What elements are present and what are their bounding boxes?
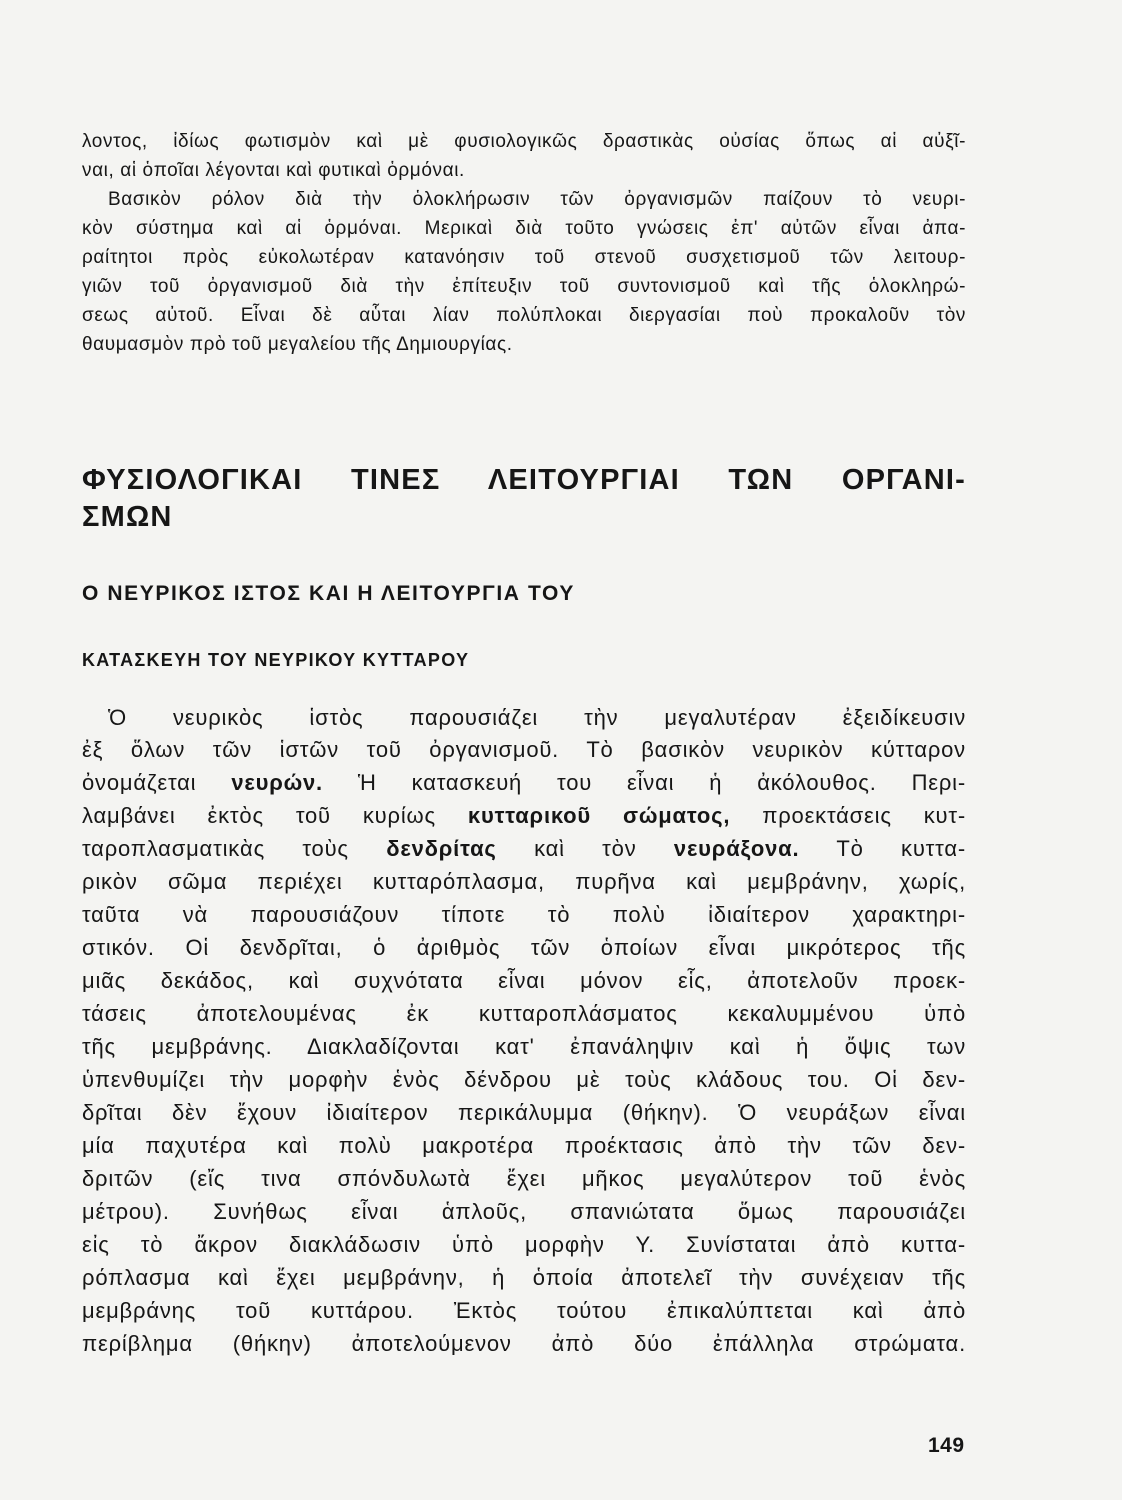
main-line: εἰς τὸ ἄκρον διακλάδωσιν ὑπὸ μορφὴν Υ. Συνίσταται ἀπὸ κυττα- bbox=[82, 1232, 966, 1257]
main-line: στικόν. Οἱ δενδρῖται, ὁ ἀριθμὸς τῶν ὁποίων εἶναι μικρότερος τῆς bbox=[82, 935, 966, 960]
main-line: περίβλημα (θήκην) ἀποτελούμενον ἀπὸ δύο ἐπάλληλα στρώματα. bbox=[82, 1331, 966, 1356]
main-line bbox=[82, 800, 966, 832]
intro-line: ραίτητοι πρὸς εὐκολωτέραν κατανόησιν τοῦ στενοῦ συσχετισμοῦ τῶν λειτουρ- bbox=[82, 247, 966, 268]
main-line: ἐξ ὅλων τῶν ἱστῶν τοῦ ὀργανισμοῦ. Τὸ βασικὸν νευρικὸν κύτταρον bbox=[82, 737, 966, 762]
bold-term-neuron: νευρών. bbox=[231, 770, 323, 795]
intro-line: κὸν σύστημα καὶ αἱ ὁρμόναι. Μερικαὶ διὰ τοῦτο γνώσεις ἐπ' αὐτῶν εἶναι ἀπα- bbox=[82, 218, 966, 239]
section-heading-line-1: ΦΥΣΙΟΛΟΓΙΚΑΙ ΤΙΝΕΣ ΛΕΙΤΟΥΡΓΙΑΙ ΤΩΝ ΟΡΓΑΝΙ- bbox=[82, 464, 966, 496]
main-line: τῆς μεμβράνης. Διακλαδίζονται κατ' ἐπανάληψιν καὶ ἡ ὄψις των bbox=[82, 1034, 966, 1059]
main-line: Ὁ νευρικὸς ἱστὸς παρουσιάζει τὴν μεγαλυτέραν ἐξειδίκευσιν bbox=[108, 705, 966, 730]
bold-term-cell-body: κυτταρικοῦ σώματος, bbox=[467, 803, 731, 828]
text-run: λαμβάνει ἐκτὸς τοῦ κυρίως bbox=[82, 803, 436, 828]
main-line: ὑπενθυμίζει τὴν μορφὴν ἑνὸς δένδρου μὲ τοὺς κλάδους του. Οἱ δεν- bbox=[82, 1067, 966, 1092]
main-line: τάσεις ἀποτελουμένας ἐκ κυτταροπλάσματος κεκαλυμμένου ὑπὸ bbox=[82, 1001, 966, 1026]
text-run: Τὸ κυττα- bbox=[836, 836, 966, 861]
main-line: ρικὸν σῶμα περιέχει κυτταρόπλασμα, πυρῆνα καὶ μεμβράνην, χωρίς, bbox=[82, 869, 966, 894]
intro-line: ναι, αἱ ὁποῖαι λέγονται καὶ φυτικαὶ ὁρμόναι. bbox=[82, 160, 465, 181]
main-line: ταῦτα νὰ παρουσιάζουν τίποτε τὸ πολὺ ἰδιαίτερον χαρακτηρι- bbox=[82, 902, 966, 927]
text-run: καὶ τὸν bbox=[534, 836, 637, 861]
intro-line: Βασικὸν ρόλον διὰ τὴν ὁλοκλήρωσιν τῶν ὀργανισμῶν παίζουν τὸ νευρι- bbox=[108, 189, 966, 210]
main-line bbox=[82, 833, 966, 865]
intro-line: γιῶν τοῦ ὀργανισμοῦ διὰ τὴν ἐπίτευξιν τοῦ συντονισμοῦ καὶ τῆς ὁλοκληρώ- bbox=[82, 276, 966, 297]
intro-line: θαυμασμὸν πρὸ τοῦ μεγαλείου τῆς Δημιουργίας. bbox=[82, 334, 513, 355]
bold-term-dendrites: δενδρίτας bbox=[386, 836, 497, 861]
main-line: μεμβράνης τοῦ κυττάρου. Ἐκτὸς τούτου ἐπικαλύπτεται καὶ ἀπὸ bbox=[82, 1298, 966, 1323]
subsubheading: ΚΑΤΑΣΚΕΥΗ ΤΟΥ ΝΕΥΡΙΚΟΥ ΚΥΤΤΑΡΟΥ bbox=[82, 650, 470, 670]
main-line: μία παχυτέρα καὶ πολὺ μακροτέρα προέκτασις ἀπὸ τὴν τῶν δεν- bbox=[82, 1133, 966, 1158]
text-run: προεκτάσεις κυτ- bbox=[762, 803, 966, 828]
main-line: δρῖται δὲν ἔχουν ἰδιαίτερον περικάλυμμα (θήκην). Ὁ νευράξων εἶναι bbox=[82, 1100, 966, 1125]
subheading: Ο ΝΕΥΡΙΚΟΣ ΙΣΤΟΣ ΚΑΙ Η ΛΕΙΤΟΥΡΓΙΑ ΤΟΥ bbox=[82, 582, 575, 605]
main-line: μιᾶς δεκάδος, καὶ συχνότατα εἶναι μόνον εἷς, ἀποτελοῦν προεκ- bbox=[82, 968, 966, 993]
text-run: Ἡ κατασκευή του εἶναι ἡ ἀκόλουθος. Περι- bbox=[357, 770, 966, 795]
intro-line: σεως αὐτοῦ. Εἶναι δὲ αὗται λίαν πολύπλοκαι διεργασίαι ποὺ προκαλοῦν τὸν bbox=[82, 305, 966, 326]
text-run: ὀνομάζεται bbox=[82, 770, 197, 795]
page-number: 149 bbox=[928, 1434, 965, 1457]
intro-line: λοντος, ἰδίως φωτισμὸν καὶ μὲ φυσιολογικῶς δραστικὰς οὐσίας ὅπως αἱ αὐξῖ- bbox=[82, 131, 966, 152]
text-run: ταροπλασματικὰς τοὺς bbox=[82, 836, 349, 861]
main-line: μέτρου). Συνήθως εἶναι ἁπλοῦς, σπανιώτατα ὅμως παρουσιάζει bbox=[82, 1199, 966, 1224]
main-line bbox=[82, 767, 966, 799]
main-line: ρόπλασμα καὶ ἔχει μεμβράνην, ἡ ὁποία ἀποτελεῖ τὴν συνέχειαν τῆς bbox=[82, 1265, 966, 1290]
section-heading-line-2: ΣΜΩΝ bbox=[82, 501, 173, 533]
main-line: δριτῶν (εἴς τινα σπόνδυλωτὰ ἔχει μῆκος μεγαλύτερον τοῦ ἑνὸς bbox=[82, 1166, 966, 1191]
bold-term-axon: νευράξονα. bbox=[673, 836, 800, 861]
